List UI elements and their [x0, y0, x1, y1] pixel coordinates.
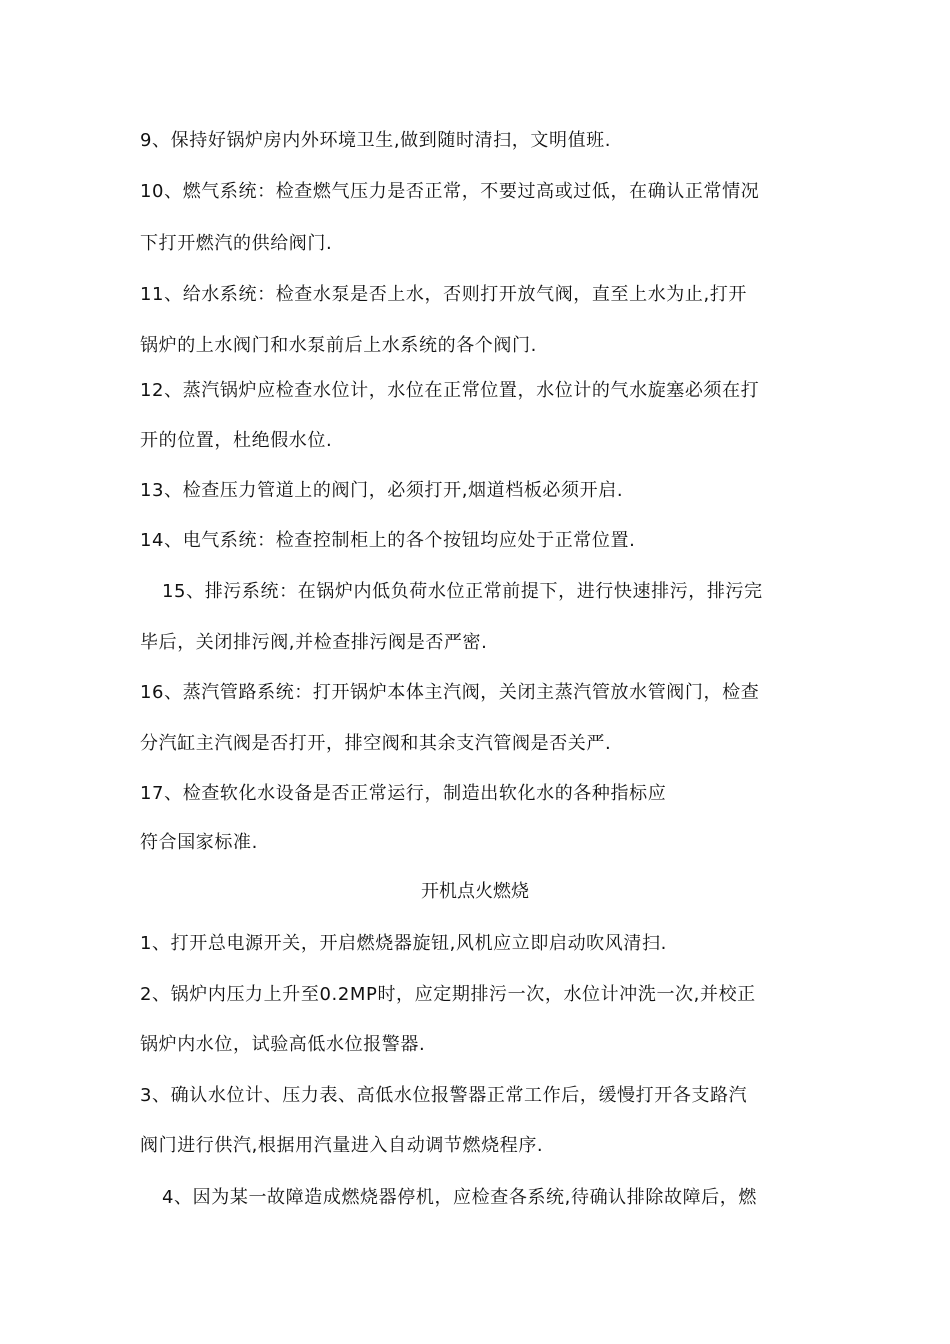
section-heading: 开机点火燃烧 — [421, 881, 529, 902]
step-2-line-2: 锅炉内水位，试验高低水位报警器. — [140, 1034, 426, 1055]
item-10-line-2: 下打开燃汽的供给阀门. — [140, 233, 333, 254]
item-17-line-2: 符合国家标准. — [140, 832, 258, 853]
item-12-line-1: 12、蒸汽锅炉应检查水位计，水位在正常位置，水位计的气水旋塞必须在打 — [140, 380, 760, 401]
item-15-line-1: 15、排污系统：在锅炉内低负荷水位正常前提下，进行快速排污，排污完 — [162, 581, 763, 602]
item-17-line-1: 17、检查软化水设备是否正常运行，制造出软化水的各种指标应 — [140, 783, 667, 804]
item-13-line: 13、检查压力管道上的阀门，必须打开,烟道档板必须开启. — [140, 480, 624, 501]
step-4-line-1: 4、因为某一故障造成燃烧器停机，应检查各系统,待确认排除故障后，燃 — [162, 1187, 757, 1208]
item-9-line: 9、保持好锅炉房内外环境卫生,做到随时清扫，文明值班. — [140, 130, 612, 151]
item-11-line-1: 11、给水系统：检查水泵是否上水，否则打开放气阀，直至上水为止,打开 — [140, 284, 748, 305]
step-3-line-2: 阀门进行供汽,根据用汽量进入自动调节燃烧程序. — [140, 1135, 544, 1156]
item-15-line-2: 毕后，关闭排污阀,并检查排污阀是否严密. — [140, 632, 488, 653]
item-12-line-2: 开的位置，杜绝假水位. — [140, 430, 333, 451]
step-2-line-1: 2、锅炉内压力上升至0.2MP时，应定期排污一次，水位计冲洗一次,并校正 — [140, 984, 756, 1005]
item-16-line-2: 分汽缸主汽阀是否打开，排空阀和其余支汽管阀是否关严. — [140, 733, 612, 754]
item-11-line-2: 锅炉的上水阀门和水泵前后上水系统的各个阀门. — [140, 335, 537, 356]
step-1-line: 1、打开总电源开关，开启燃烧器旋钮,风机应立即启动吹风清扫. — [140, 933, 667, 954]
item-10-line-1: 10、燃气系统：检查燃气压力是否正常，不要过高或过低，在确认正常情况 — [140, 181, 760, 202]
item-16-line-1: 16、蒸汽管路系统：打开锅炉本体主汽阀，关闭主蒸汽管放水管阀门，检查 — [140, 682, 760, 703]
item-14-line: 14、电气系统：检查控制柜上的各个按钮均应处于正常位置. — [140, 530, 636, 551]
step-3-line-1: 3、确认水位计、压力表、高低水位报警器正常工作后，缓慢打开各支路汽 — [140, 1085, 748, 1106]
